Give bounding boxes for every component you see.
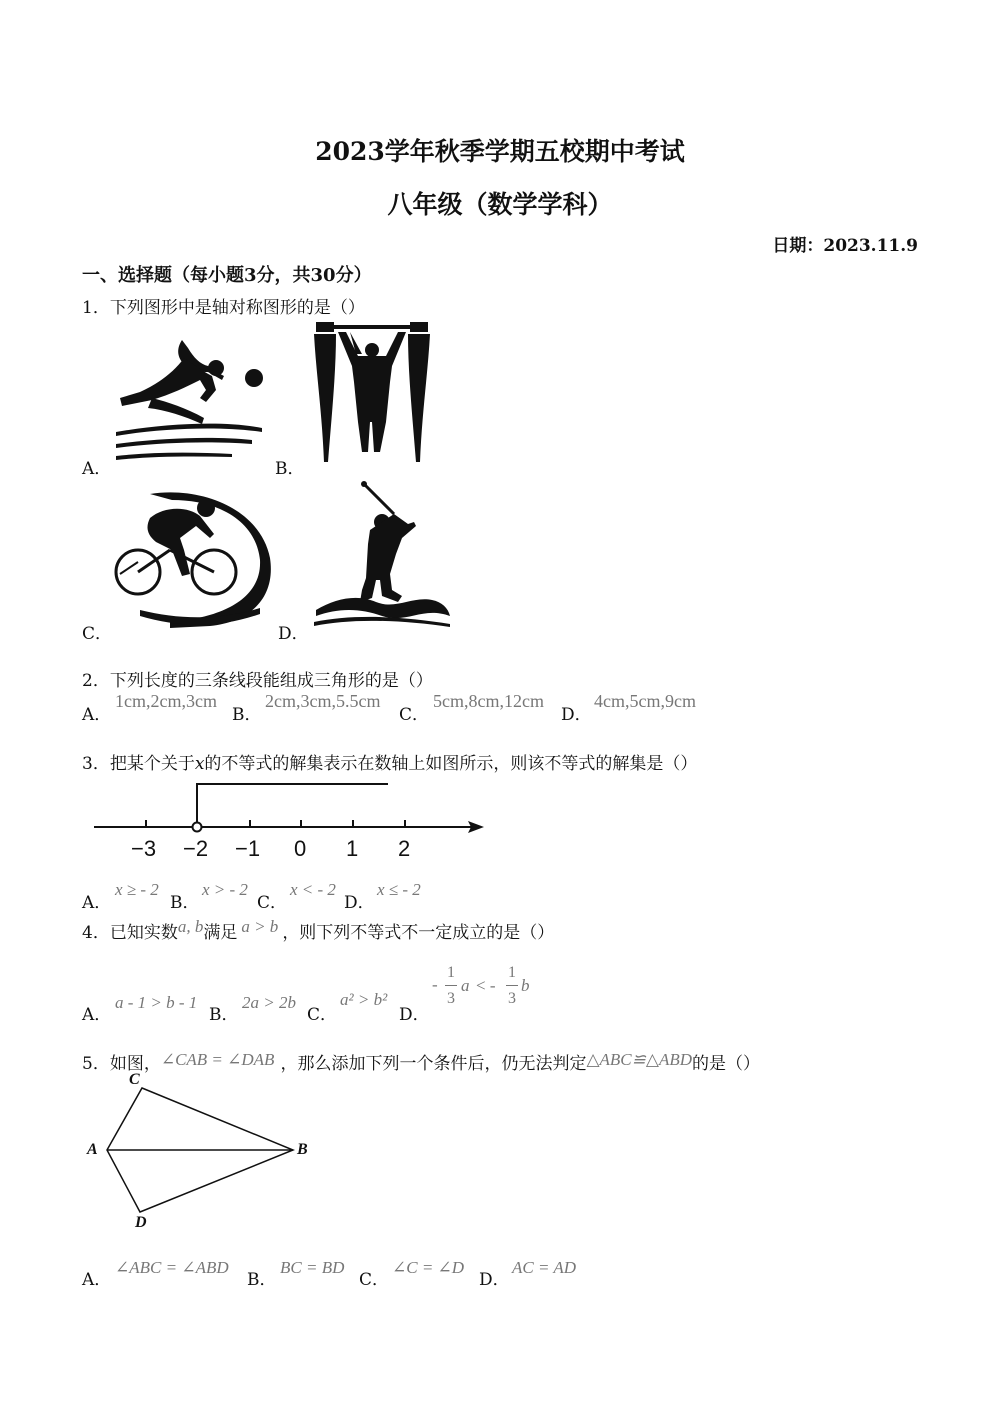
q1-option-b-label: B． — [275, 459, 305, 479]
golfer-figure — [312, 478, 452, 628]
q2-option-b-value: 2cm,3cm,5.5cm — [265, 691, 381, 711]
q3-option-d-value: x ≤ - 2 — [377, 880, 421, 899]
q4-d-fraction-bar-2 — [506, 985, 518, 986]
exam-subtitle: 八年级（数学学科） — [387, 190, 613, 219]
point-b-label: B — [297, 1141, 308, 1158]
q4-option-a-label: A． — [82, 1005, 112, 1025]
q5-option-c-label: C． — [359, 1270, 390, 1290]
q2-option-b-label: B． — [232, 705, 262, 725]
q3-option-a-value: x ≥ - 2 — [115, 880, 159, 899]
exam-date: 日期：2023.11.9 — [772, 236, 918, 256]
tick-label-neg2: −2 — [183, 836, 209, 861]
q4-d-minus: - — [432, 975, 438, 994]
tick-label-0: 0 — [294, 836, 307, 861]
q2-option-d-label: D． — [561, 705, 592, 725]
cyclist-figure — [110, 488, 280, 633]
question-1-text: 1．下列图形中是轴对称图形的是（） — [82, 298, 365, 318]
q5-option-c-value: ∠C = ∠D — [392, 1258, 465, 1277]
q4-d-numerator-2: 1 — [508, 964, 516, 981]
q4-option-a-value: a - 1 > b - 1 — [115, 993, 198, 1012]
exam-title: 2023学年秋季学期五校期中考试 — [315, 137, 685, 166]
weightlifter-figure — [306, 322, 438, 464]
question-4-text: 4．已知实数a, b满足 a > b ，则下列不等式不一定成立的是（） — [82, 917, 555, 943]
tick-label-1: 1 — [346, 836, 359, 861]
q3-option-c-value: x < - 2 — [290, 880, 336, 899]
question-5-text: 5．如图，∠CAB = ∠DAB ，那么添加下列一个条件后，仍无法判定△ABC≌△ABD的是（） — [82, 1050, 760, 1074]
q4-d-var-a: a — [461, 976, 470, 995]
q4-option-c-label: C． — [307, 1005, 338, 1025]
q2-option-a-label: A． — [82, 705, 112, 725]
q5-option-d-value: AC = AD — [512, 1258, 577, 1277]
q4-option-b-label: B． — [209, 1005, 239, 1025]
q2-option-c-label: C． — [399, 705, 430, 725]
q4-d-denominator-2: 3 — [508, 990, 516, 1007]
tick-label-neg1: −1 — [235, 836, 261, 861]
q4-option-c-value: a² > b² — [340, 990, 388, 1009]
q3-option-d-label: D． — [344, 893, 375, 913]
quadrilateral-diagram — [80, 1070, 320, 1230]
volleyball-figure — [112, 328, 272, 468]
q4-d-relation: < - — [476, 976, 496, 995]
q4-d-var-b: b — [521, 976, 530, 995]
q2-option-a-value: 1cm,2cm,3cm — [115, 691, 217, 711]
q5-option-a-value: ∠ABC = ∠ABD — [115, 1258, 229, 1277]
q1-option-a-label: A． — [82, 459, 112, 479]
q4-d-denominator-1: 3 — [447, 990, 455, 1007]
tick-label-neg3: −3 — [131, 836, 157, 861]
q5-option-d-label: D． — [479, 1270, 510, 1290]
q1-option-d-label: D． — [278, 624, 309, 644]
q3-option-b-value: x > - 2 — [202, 880, 248, 899]
q4-d-numerator-1: 1 — [447, 964, 455, 981]
q3-option-b-label: B． — [170, 893, 200, 913]
q4-option-b-value: 2a > 2b — [242, 993, 296, 1012]
q1-option-c-label: C． — [82, 624, 113, 644]
point-c-label: C — [129, 1071, 140, 1088]
q2-option-c-value: 5cm,8cm,12cm — [433, 691, 544, 711]
question-2-text: 2．下列长度的三条线段能组成三角形的是（） — [82, 671, 433, 691]
q3-option-c-label: C． — [257, 893, 288, 913]
section-heading: 一、选择题（每小题3分，共30分） — [82, 265, 372, 286]
q5-option-a-label: A． — [82, 1270, 112, 1290]
point-a-label: A — [87, 1141, 98, 1158]
q3-option-a-label: A． — [82, 893, 112, 913]
tick-label-2: 2 — [398, 836, 411, 861]
point-d-label: D — [135, 1214, 147, 1231]
q5-option-b-value: BC = BD — [280, 1258, 345, 1277]
q4-option-d-label: D． — [399, 1005, 430, 1025]
q5-option-b-label: B． — [247, 1270, 277, 1290]
q2-option-d-value: 4cm,5cm,9cm — [594, 691, 696, 711]
q4-d-fraction-bar-1 — [445, 985, 457, 986]
question-3-text: 3．把某个关于x的不等式的解集表示在数轴上如图所示，则该不等式的解集是（） — [82, 754, 698, 774]
